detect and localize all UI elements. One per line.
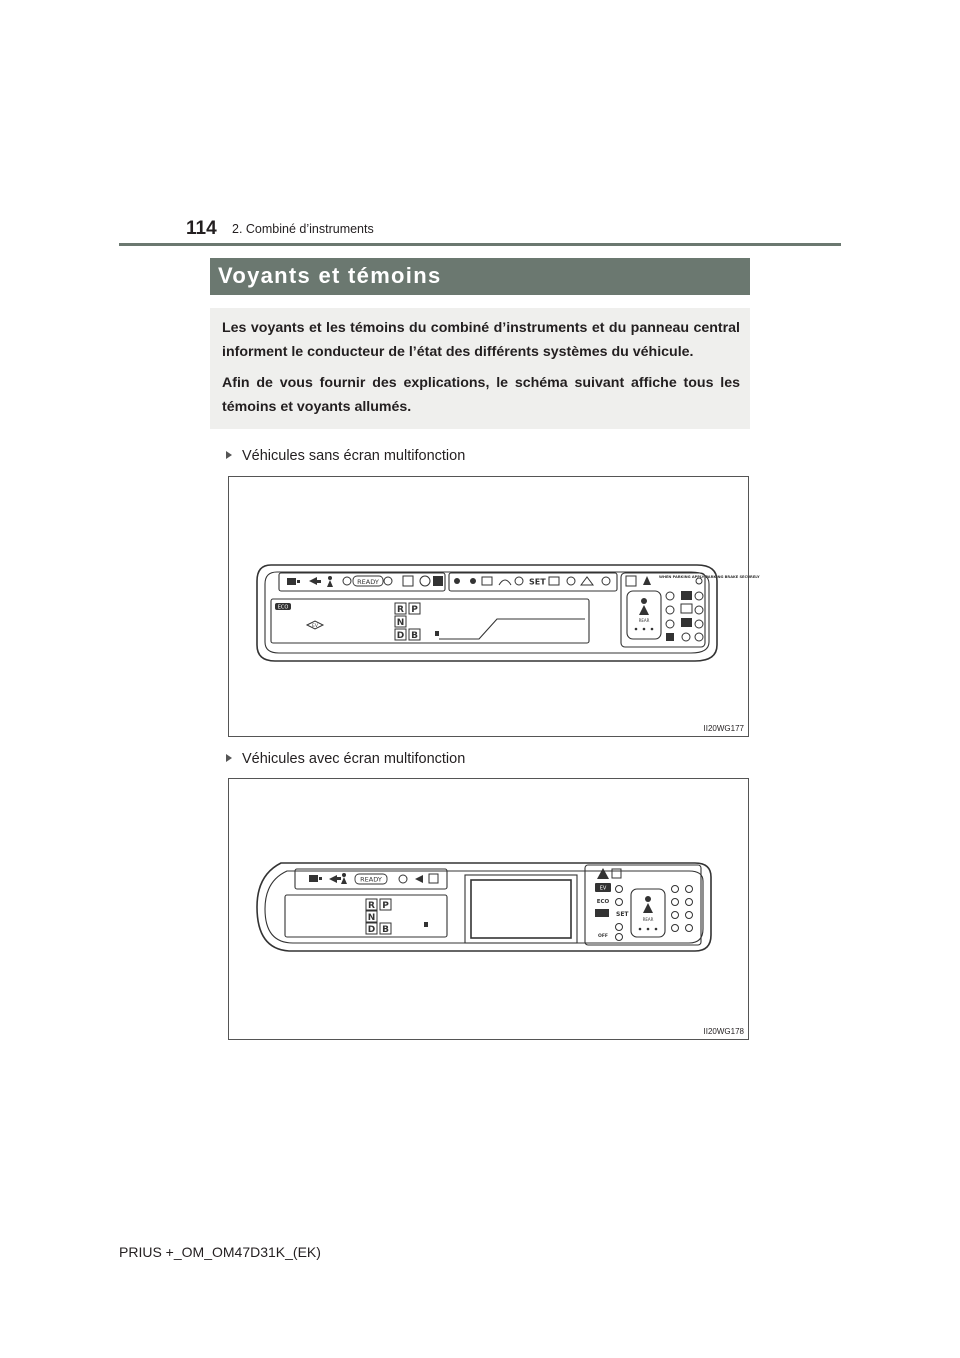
rear-label: REAR <box>642 917 654 922</box>
set-label: SET <box>616 911 629 918</box>
chapter-title: 2. Combiné d’instruments <box>232 222 374 236</box>
intro-paragraph-1: Les voyants et les témoins du combiné d’instruments et du panneau central informent le conducteur de l’état des différents systèmes du véhicule. <box>222 320 740 360</box>
section-title: Voyants et témoins <box>218 263 442 288</box>
gear-p: P <box>411 605 418 615</box>
section-title-bar <box>210 258 750 295</box>
header-rule <box>119 243 841 246</box>
ready-label: READY <box>360 875 382 884</box>
figure-2 <box>228 778 749 1040</box>
intro-box <box>210 308 750 429</box>
gear-p: P <box>382 901 389 911</box>
gear-d: D <box>396 631 405 641</box>
gear-n: N <box>396 618 405 628</box>
gear-r: R <box>368 901 375 911</box>
page-number: 114 <box>186 218 217 239</box>
gear-b: B <box>411 631 418 641</box>
figure-1-code: II20WG177 <box>703 724 744 733</box>
figure-1 <box>228 476 760 737</box>
gear-b: B <box>382 925 389 935</box>
rear-label: REAR <box>638 618 650 623</box>
eco-label: ECO <box>277 604 289 611</box>
figure-2-code: II20WG178 <box>703 1027 744 1036</box>
gear-d: D <box>367 925 376 935</box>
cluster-diagram-with-display <box>229 779 748 1039</box>
triangle-bullet-icon <box>226 754 232 762</box>
cluster-diagram-without-display <box>229 477 760 736</box>
triangle-bullet-icon <box>226 451 232 459</box>
eco-mode-label: ECO <box>596 899 610 905</box>
gear-r: R <box>397 605 404 615</box>
footer-doc-id: PRIUS +_OM_OM47D31K_(EK) <box>119 1244 321 1260</box>
ready-label: READY <box>357 578 379 586</box>
ev-label: EV <box>312 624 318 629</box>
set-label: SET <box>529 577 546 587</box>
figure-1-caption: Véhicules sans écran multifonction <box>226 448 465 464</box>
intro-paragraph-2: Afin de vous fournir des explications, le schéma suivant affiche tous les témoins et voyants allumés. <box>222 375 740 415</box>
gear-n: N <box>367 913 376 923</box>
figure-2-caption: Véhicules avec écran multifonction <box>226 751 465 767</box>
ev-mode-label: EV <box>599 885 607 892</box>
off-label: OFF <box>598 934 608 939</box>
parking-warning-label: WHEN PARKING APPLY PARKING BRAKE SECURELY <box>659 575 760 579</box>
